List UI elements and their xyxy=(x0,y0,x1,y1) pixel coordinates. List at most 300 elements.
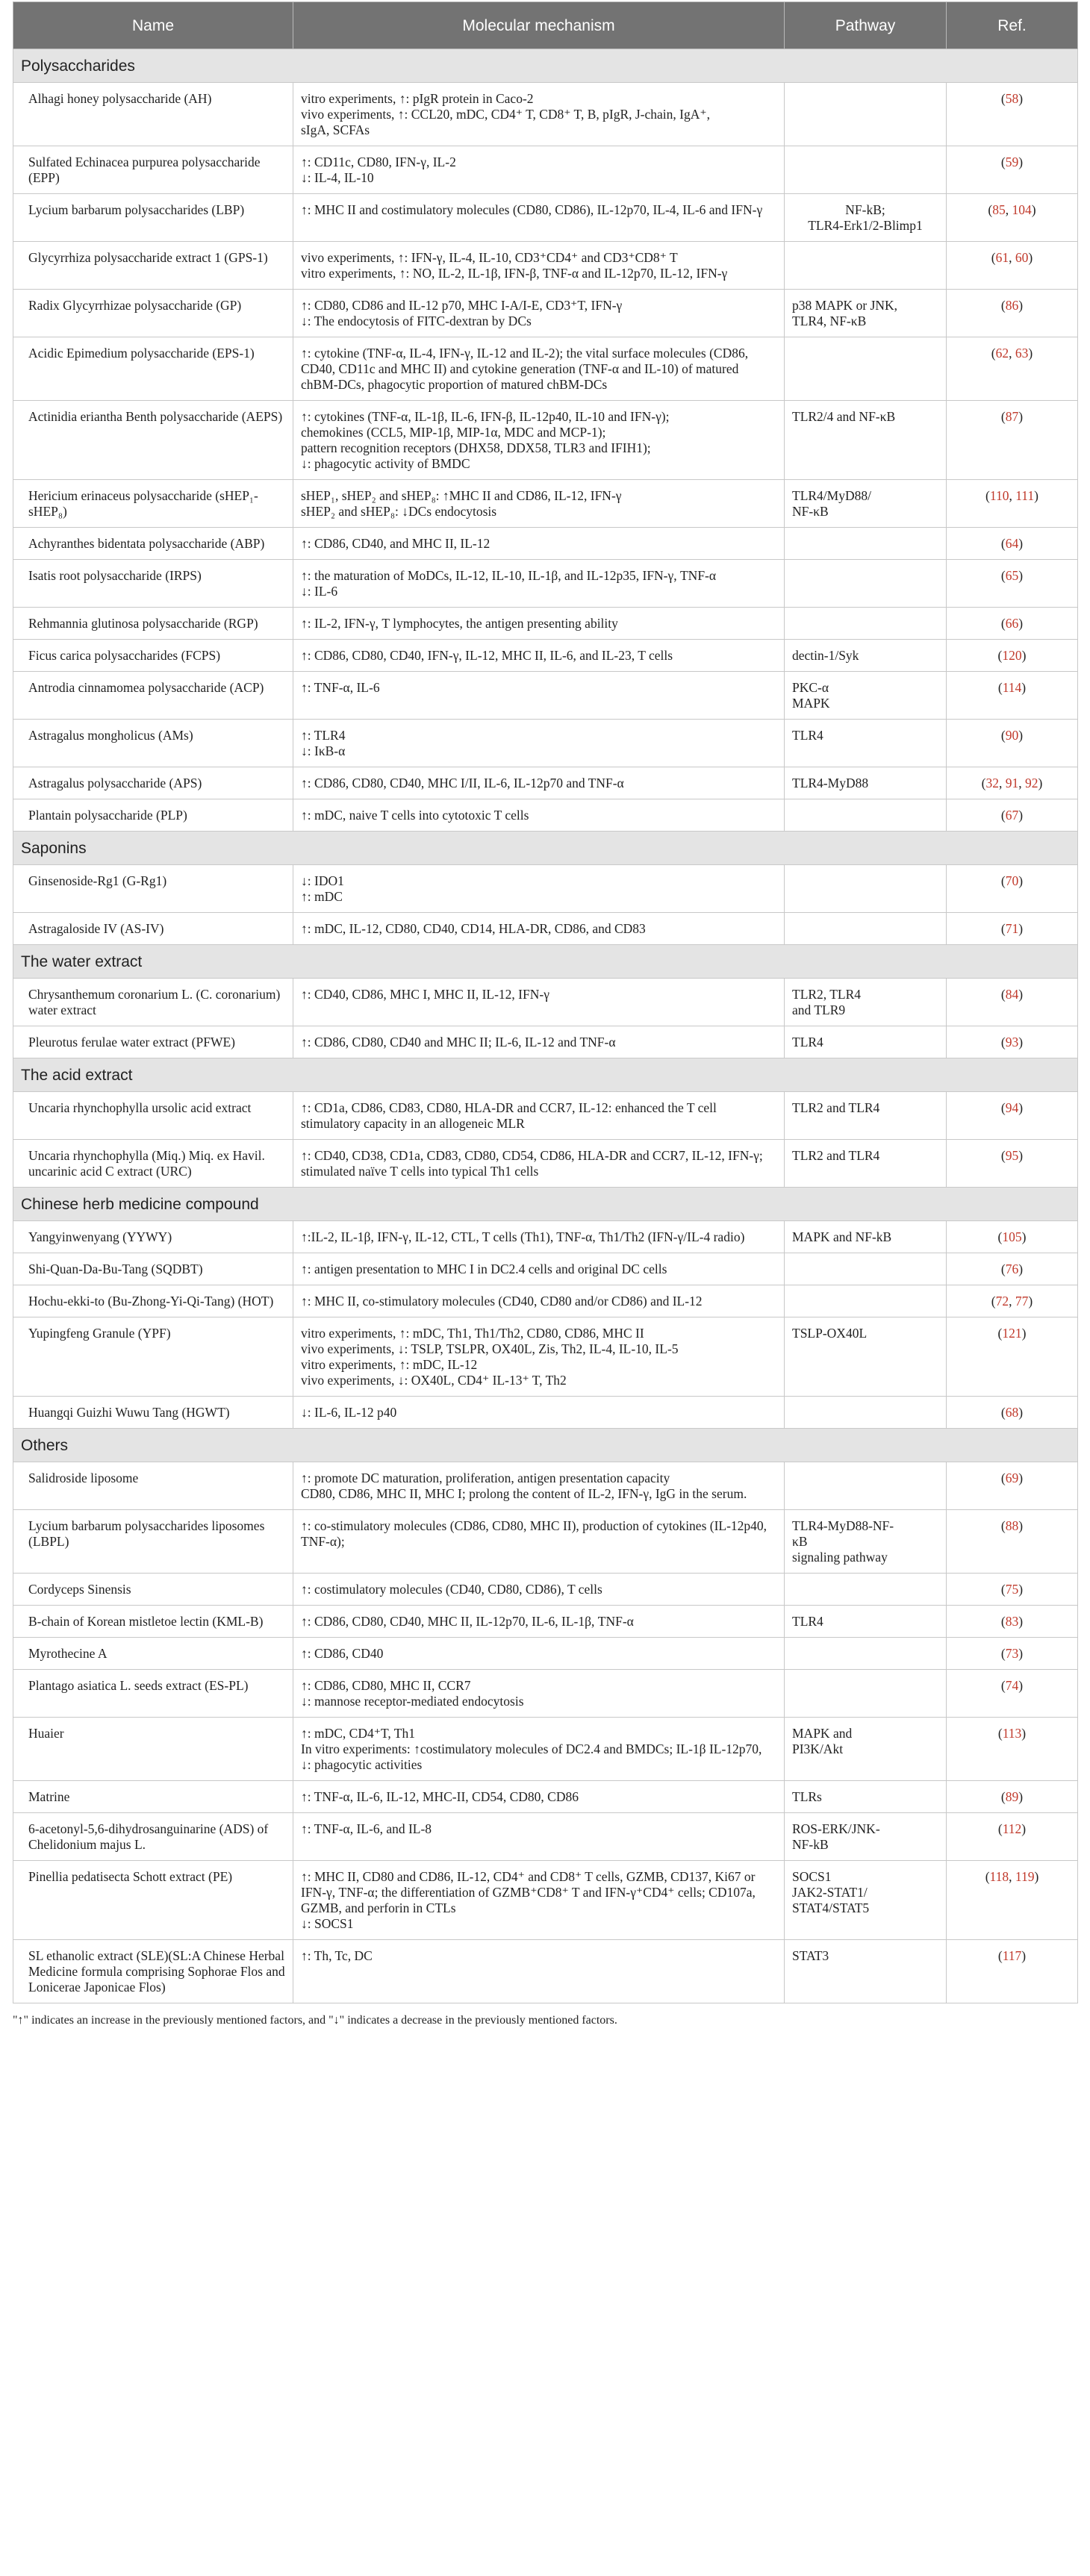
reference-cell: (85, 104) xyxy=(947,194,1078,242)
reference-cell: (95) xyxy=(947,1140,1078,1188)
mechanism-line: ↑: TNF-α, IL-6 xyxy=(301,680,380,695)
pathway-line: p38 MAPK or JNK, xyxy=(792,298,897,313)
mechanism-line: ↑:IL-2, IL-1β, IFN-γ, IL-12, CTL, T cells (Th1), TNF-α, Th1/Th2 (IFN-γ/IL-4 radio) xyxy=(301,1229,745,1244)
pathway-cell xyxy=(785,146,947,194)
mechanism-cell xyxy=(293,1940,785,2003)
reference-link[interactable]: 77 xyxy=(1015,1294,1029,1309)
table-row xyxy=(13,1221,1078,1253)
mechanism-line: ↑: the maturation of MoDCs, IL-12, IL-10, IL-1β, and IL-12p35, IFN-γ, TNF-α xyxy=(301,568,717,583)
table-row xyxy=(13,1285,1078,1317)
pathway-cell xyxy=(785,1813,947,1861)
pathway-cell xyxy=(785,1140,947,1188)
table-row xyxy=(13,146,1078,194)
reference-link[interactable]: 59 xyxy=(1005,155,1019,169)
reference-link[interactable]: 64 xyxy=(1005,536,1019,551)
mechanism-line: ↑: CD86, CD80, MHC II, CCR7 xyxy=(301,1678,471,1693)
reference-cell: (110, 111) xyxy=(947,480,1078,528)
pathway-cell xyxy=(785,1574,947,1606)
reference-link[interactable]: 75 xyxy=(1005,1582,1019,1597)
mechanism-cell xyxy=(293,1813,785,1861)
table-header xyxy=(13,2,1078,49)
compound-name: Astragaloside IV (AS-IV) xyxy=(13,913,293,945)
mechanism-line: ↑: mDC, CD4⁺T, Th1 xyxy=(301,1726,415,1741)
header-name: Name xyxy=(13,2,293,49)
reference-cell: (69) xyxy=(947,1462,1078,1510)
mechanism-line: ↑: TNF-α, IL-6, and IL-8 xyxy=(301,1821,432,1836)
pathway-cell xyxy=(785,640,947,672)
mechanism-line: sIgA, SCFAs xyxy=(301,122,370,137)
pathway-line: TLR2, TLR4 xyxy=(792,987,862,1002)
reference-link[interactable]: 87 xyxy=(1005,409,1019,424)
mechanism-line: ↑: TNF-α, IL-6, IL-12, MHC-II, CD54, CD80, CD86 xyxy=(301,1789,579,1804)
reference-link[interactable]: 62 xyxy=(995,346,1009,361)
reference-link[interactable]: 113 xyxy=(1002,1726,1022,1741)
compound-name: 6-acetonyl-5,6-dihydrosanguinarine (ADS) of Chelidonium majus L. xyxy=(13,1813,293,1861)
pathway-cell xyxy=(785,194,947,242)
mechanism-line: ↓: The endocytosis of FITC-dextran by DCs xyxy=(301,314,532,328)
mechanism-line: ↑: IL-2, IFN-γ, T lymphocytes, the antigen presenting ability xyxy=(301,616,618,631)
mechanism-line: ↑: promote DC maturation, proliferation, antigen presentation capacity xyxy=(301,1471,670,1485)
pathway-cell xyxy=(785,290,947,337)
compound-name: Rehmannia glutinosa polysaccharide (RGP) xyxy=(13,608,293,640)
pathway-cell xyxy=(785,1317,947,1397)
pathway-cell xyxy=(785,560,947,608)
table-row xyxy=(13,1026,1078,1058)
pathway-line: TLR4 xyxy=(792,1035,823,1050)
reference-cell: (120) xyxy=(947,640,1078,672)
mechanism-cell xyxy=(293,1253,785,1285)
compound-name: SL ethanolic extract (SLE)(SL:A Chinese Herbal Medicine formula comprising Sophorae Flos and Lonicerae Japonicae Flos) xyxy=(13,1940,293,2003)
mechanism-line: pattern recognition receptors (DHX58, DDX58, TLR3 and IFIH1); xyxy=(301,440,651,455)
compound-name: Antrodia cinnamomea polysaccharide (ACP) xyxy=(13,672,293,720)
pathway-cell xyxy=(785,1781,947,1813)
mechanism-line: ↑: CD86, CD40, and MHC II, IL-12 xyxy=(301,536,490,551)
pathway-line: κB xyxy=(792,1534,808,1549)
table-row xyxy=(13,1253,1078,1285)
pathway-line: MAPK xyxy=(792,696,830,711)
reference-cell: (61, 60) xyxy=(947,242,1078,290)
table-row xyxy=(13,401,1078,480)
reference-cell: (65) xyxy=(947,560,1078,608)
table-row xyxy=(13,480,1078,528)
mechanism-cell xyxy=(293,1670,785,1718)
pathway-line: PKC-α xyxy=(792,680,829,695)
mechanism-line: vitro experiments, ↑: NO, IL-2, IL-1β, IFN-β, TNF-α and IL-12p70, IL-12, IFN-γ xyxy=(301,266,728,281)
mechanism-line: ↑: CD86, CD80, CD40, MHC I/II, IL-6, IL-12p70 and TNF-α xyxy=(301,776,624,790)
reference-link[interactable]: 72 xyxy=(995,1294,1009,1309)
section-row xyxy=(13,945,1078,979)
compound-name: Uncaria rhynchophylla (Miq.) Miq. ex Havil. uncarinic acid C extract (URC) xyxy=(13,1140,293,1188)
mechanism-cell xyxy=(293,1781,785,1813)
pathway-line: SOCS1 xyxy=(792,1869,832,1884)
pathway-cell xyxy=(785,1285,947,1317)
compound-name: Lycium barbarum polysaccharides liposomes (LBPL) xyxy=(13,1510,293,1574)
table-row xyxy=(13,1397,1078,1429)
mechanism-line: vitro experiments, ↑: pIgR protein in Caco-2 xyxy=(301,91,534,106)
mechanism-cell xyxy=(293,1574,785,1606)
reference-cell: (66) xyxy=(947,608,1078,640)
table-row xyxy=(13,1606,1078,1638)
table-row xyxy=(13,528,1078,560)
reference-cell: (62, 63) xyxy=(947,337,1078,401)
mechanism-line: ↑: antigen presentation to MHC I in DC2.4 cells and original DC cells xyxy=(301,1262,667,1276)
reference-cell: (121) xyxy=(947,1317,1078,1397)
reference-link[interactable]: 121 xyxy=(1002,1326,1022,1341)
mechanism-line: ↑: costimulatory molecules (CD40, CD80, CD86), T cells xyxy=(301,1582,602,1597)
section-title: Chinese herb medicine compound xyxy=(13,1188,1078,1221)
compound-name: Ginsenoside-Rg1 (G-Rg1) xyxy=(13,865,293,913)
reference-link[interactable]: 86 xyxy=(1005,298,1019,313)
reference-cell: (75) xyxy=(947,1574,1078,1606)
compound-name: Radix Glycyrrhizae polysaccharide (GP) xyxy=(13,290,293,337)
pathway-line: MAPK and xyxy=(792,1726,853,1741)
mechanism-cell xyxy=(293,913,785,945)
mechanism-line: ↑: CD40, CD38, CD1a, CD83, CD80, CD54, CD86, HLA-DR and CCR7, IL-12, IFN-γ; stimulated naïve T cells into typical Th1 cells xyxy=(301,1148,763,1179)
compound-name: Salidroside liposome xyxy=(13,1462,293,1510)
section-title: Others xyxy=(13,1429,1078,1462)
mechanism-cell xyxy=(293,1718,785,1781)
mechanism-line: ↑: CD86, CD80, CD40 and MHC II; IL-6, IL-12 and TNF-α xyxy=(301,1035,616,1050)
pathway-cell xyxy=(785,979,947,1026)
section-row xyxy=(13,1058,1078,1092)
pathway-cell xyxy=(785,337,947,401)
reference-link[interactable]: 117 xyxy=(1002,1948,1022,1963)
pathway-cell xyxy=(785,242,947,290)
section-title: Polysaccharides xyxy=(13,49,1078,83)
mechanism-cell xyxy=(293,1861,785,1940)
pathway-cell xyxy=(785,1092,947,1140)
table-row xyxy=(13,1940,1078,2003)
compound-name: Plantago asiatica L. seeds extract (ES-PL) xyxy=(13,1670,293,1718)
reference-link[interactable]: 110 xyxy=(989,488,1009,503)
mechanism-cell xyxy=(293,720,785,767)
section-row xyxy=(13,1188,1078,1221)
mechanism-line: chemokines (CCL5, MIP-1β, MIP-1α, MDC and MCP-1); xyxy=(301,425,606,440)
table-row xyxy=(13,1861,1078,1940)
compound-name: Alhagi honey polysaccharide (AH) xyxy=(13,83,293,146)
compound-name: Chrysanthemum coronarium L. (C. coronarium) water extract xyxy=(13,979,293,1026)
reference-link[interactable]: 89 xyxy=(1005,1789,1019,1804)
pathway-cell xyxy=(785,1253,947,1285)
pathway-line: NF-kB; xyxy=(845,202,885,217)
table-row xyxy=(13,1574,1078,1606)
mechanism-line: ↑: mDC xyxy=(301,889,343,904)
compound-name: Plantain polysaccharide (PLP) xyxy=(13,799,293,832)
pathway-line: NF-κB xyxy=(792,504,829,519)
table-row xyxy=(13,672,1078,720)
reference-cell: (94) xyxy=(947,1092,1078,1140)
reference-link[interactable]: 114 xyxy=(1002,680,1022,695)
table-row xyxy=(13,1670,1078,1718)
pathway-line: PI3K/Akt xyxy=(792,1741,844,1756)
mechanism-line: vivo experiments, ↓: TSLP, TSLPR, OX40L, Zis, Th2, IL-4, IL-10, IL-5 xyxy=(301,1341,679,1356)
compound-name: Pinellia pedatisecta Schott extract (PE) xyxy=(13,1861,293,1940)
pathway-cell xyxy=(785,1638,947,1670)
mechanism-cell xyxy=(293,608,785,640)
pathway-cell xyxy=(785,1397,947,1429)
table-row xyxy=(13,720,1078,767)
reference-link[interactable]: 58 xyxy=(1005,91,1019,106)
mechanism-line: sHEP₁, sHEP₂ and sHEP₈: ↑MHC II and CD86, IL-12, IFN-γ xyxy=(301,488,622,503)
reference-cell: (76) xyxy=(947,1253,1078,1285)
table-row xyxy=(13,1781,1078,1813)
table-row xyxy=(13,1462,1078,1510)
mechanism-cell xyxy=(293,767,785,799)
compound-name: Huaier xyxy=(13,1718,293,1781)
mechanism-cell xyxy=(293,560,785,608)
pathway-line: TLR4, NF-κB xyxy=(792,314,867,328)
compound-name: Astragalus mongholicus (AMs) xyxy=(13,720,293,767)
reference-link[interactable]: 93 xyxy=(1005,1035,1019,1050)
reference-link[interactable]: 74 xyxy=(1005,1678,1019,1693)
pathway-cell xyxy=(785,1861,947,1940)
compound-name: Actinidia eriantha Benth polysaccharide (AEPS) xyxy=(13,401,293,480)
compound-name: Huangqi Guizhi Wuwu Tang (HGWT) xyxy=(13,1397,293,1429)
table-body xyxy=(13,49,1078,2003)
header-mechanism: Molecular mechanism xyxy=(293,2,785,49)
reference-link[interactable]: 111 xyxy=(1015,488,1035,503)
mechanism-cell xyxy=(293,401,785,480)
document xyxy=(13,1,1077,2027)
mechanism-line: ↑: MHC II, co-stimulatory molecules (CD40, CD80 and/or CD86) and IL-12 xyxy=(301,1294,703,1309)
reference-link[interactable]: 90 xyxy=(1005,728,1019,743)
mechanism-cell xyxy=(293,799,785,832)
mechanism-cell xyxy=(293,672,785,720)
reference-cell: (70) xyxy=(947,865,1078,913)
reference-cell: (58) xyxy=(947,83,1078,146)
pathway-cell xyxy=(785,767,947,799)
compound-name: Achyranthes bidentata polysaccharide (ABP) xyxy=(13,528,293,560)
mechanism-line: ↑: TLR4 xyxy=(301,728,346,743)
pathway-cell xyxy=(785,1221,947,1253)
pathway-line: MAPK and NF-kB xyxy=(792,1229,892,1244)
pathway-line: TLR4 xyxy=(792,1614,823,1629)
reference-link[interactable]: 73 xyxy=(1005,1646,1019,1661)
reference-link[interactable]: 69 xyxy=(1005,1471,1019,1485)
mechanism-cell xyxy=(293,146,785,194)
reference-link[interactable]: 112 xyxy=(1002,1821,1022,1836)
pathway-line: TLR4 xyxy=(792,728,823,743)
reference-cell: (64) xyxy=(947,528,1078,560)
header-ref: Ref. xyxy=(947,2,1078,49)
compound-name: Matrine xyxy=(13,1781,293,1813)
pathway-line: JAK2-STAT1/ xyxy=(792,1885,868,1900)
compound-name: Ficus carica polysaccharides (FCPS) xyxy=(13,640,293,672)
reference-link[interactable]: 76 xyxy=(1005,1262,1019,1276)
reference-cell: (88) xyxy=(947,1510,1078,1574)
mechanism-line: ↑: CD86, CD80, CD40, MHC II, IL-12p70, IL-6, IL-1β, TNF-α xyxy=(301,1614,634,1629)
mechanism-line: ↓: IDO1 xyxy=(301,873,344,888)
pathway-cell xyxy=(785,608,947,640)
mechanism-line: ↑: CD80, CD86 and IL-12 p70, MHC I-A/I-E, CD3⁺T, IFN-γ xyxy=(301,298,623,313)
pathway-cell xyxy=(785,83,947,146)
pathway-cell xyxy=(785,720,947,767)
reference-link[interactable]: 95 xyxy=(1005,1148,1019,1163)
table-row xyxy=(13,290,1078,337)
mechanism-line: ↓: phagocytic activities xyxy=(301,1757,423,1772)
reference-cell: (113) xyxy=(947,1718,1078,1781)
mechanism-cell xyxy=(293,1317,785,1397)
mechanism-table xyxy=(13,1,1078,2003)
pathway-line: TLR4/MyD88/ xyxy=(792,488,871,503)
table-row xyxy=(13,83,1078,146)
compound-name: B-chain of Korean mistletoe lectin (KML-B) xyxy=(13,1606,293,1638)
pathway-line: TLRs xyxy=(792,1789,822,1804)
reference-cell: (74) xyxy=(947,1670,1078,1718)
mechanism-cell xyxy=(293,1026,785,1058)
mechanism-line: CD80, CD86, MHC II, MHC I; prolong the content of IL-2, IFN-γ, IgG in the serum. xyxy=(301,1486,747,1501)
mechanism-line: vivo experiments, ↑: CCL20, mDC, CD4⁺ T, CD8⁺ T, B, pIgR, J-chain, IgA⁺, xyxy=(301,107,710,122)
compound-name: Uncaria rhynchophylla ursolic acid extract xyxy=(13,1092,293,1140)
pathway-line: TLR2 and TLR4 xyxy=(792,1148,880,1163)
reference-cell: (117) xyxy=(947,1940,1078,2003)
reference-link[interactable]: 70 xyxy=(1005,873,1019,888)
pathway-line: and TLR9 xyxy=(792,1002,846,1017)
reference-cell: (114) xyxy=(947,672,1078,720)
table-row xyxy=(13,1638,1078,1670)
reference-cell: (73) xyxy=(947,1638,1078,1670)
pathway-cell xyxy=(785,865,947,913)
reference-link[interactable]: 68 xyxy=(1005,1405,1019,1420)
table-row xyxy=(13,560,1078,608)
compound-name: Shi-Quan-Da-Bu-Tang (SQDBT) xyxy=(13,1253,293,1285)
reference-link[interactable]: 118 xyxy=(989,1869,1009,1884)
reference-cell: (105) xyxy=(947,1221,1078,1253)
reference-link[interactable]: 119 xyxy=(1015,1869,1035,1884)
table-row xyxy=(13,337,1078,401)
pathway-cell xyxy=(785,799,947,832)
mechanism-cell xyxy=(293,480,785,528)
table-row xyxy=(13,1092,1078,1140)
reference-cell: (72, 77) xyxy=(947,1285,1078,1317)
reference-link[interactable]: 61 xyxy=(995,250,1009,265)
reference-link[interactable]: 66 xyxy=(1005,616,1019,631)
reference-cell: (112) xyxy=(947,1813,1078,1861)
reference-cell: (90) xyxy=(947,720,1078,767)
section-title: Saponins xyxy=(13,832,1078,865)
pathway-cell xyxy=(785,480,947,528)
mechanism-cell xyxy=(293,528,785,560)
mechanism-line: ↑: mDC, IL-12, CD80, CD40, CD14, HLA-DR, CD86, and CD83 xyxy=(301,921,646,936)
mechanism-line: ↑: CD86, CD40 xyxy=(301,1646,384,1661)
reference-link[interactable]: 120 xyxy=(1002,648,1022,663)
compound-name: Cordyceps Sinensis xyxy=(13,1574,293,1606)
reference-cell: (118, 119) xyxy=(947,1861,1078,1940)
pathway-line: TLR4-MyD88-NF- xyxy=(792,1518,894,1533)
mechanism-line: In vitro experiments: ↑costimulatory molecules of DC2.4 and BMDCs; IL-1β IL-12p70, xyxy=(301,1741,762,1756)
table-row xyxy=(13,799,1078,832)
pathway-line: STAT4/STAT5 xyxy=(792,1900,870,1915)
reference-link[interactable]: 88 xyxy=(1005,1518,1019,1533)
compound-name: Isatis root polysaccharide (IRPS) xyxy=(13,560,293,608)
mechanism-line: ↓: IL-6 xyxy=(301,584,338,599)
mechanism-line: vitro experiments, ↑: mDC, IL-12 xyxy=(301,1357,478,1372)
reference-cell: (67) xyxy=(947,799,1078,832)
table-row xyxy=(13,865,1078,913)
reference-cell: (87) xyxy=(947,401,1078,480)
mechanism-line: ↓: IκB-α xyxy=(301,743,346,758)
reference-link[interactable]: 104 xyxy=(1012,202,1032,217)
mechanism-line: ↓: IL-4, IL-10 xyxy=(301,170,374,185)
reference-link[interactable]: 91 xyxy=(1005,776,1019,790)
compound-name: Pleurotus ferulae water extract (PFWE) xyxy=(13,1026,293,1058)
reference-link[interactable]: 94 xyxy=(1005,1100,1019,1115)
reference-cell: (68) xyxy=(947,1397,1078,1429)
pathway-line: ROS-ERK/JNK- xyxy=(792,1821,880,1836)
compound-name: Glycyrrhiza polysaccharide extract 1 (GPS-1) xyxy=(13,242,293,290)
compound-name: Hericium erinaceus polysaccharide (sHEP₁-sHEP₈) xyxy=(13,480,293,528)
reference-link[interactable]: 105 xyxy=(1002,1229,1022,1244)
table-row xyxy=(13,608,1078,640)
reference-link[interactable]: 63 xyxy=(1015,346,1029,361)
compound-name: Astragalus polysaccharide (APS) xyxy=(13,767,293,799)
reference-link[interactable]: 84 xyxy=(1005,987,1019,1002)
pathway-line: dectin-1/Syk xyxy=(792,648,859,663)
reference-link[interactable]: 67 xyxy=(1005,808,1019,823)
pathway-cell xyxy=(785,1510,947,1574)
mechanism-cell xyxy=(293,1638,785,1670)
reference-cell: (71) xyxy=(947,913,1078,945)
table-row xyxy=(13,1718,1078,1781)
mechanism-cell xyxy=(293,83,785,146)
reference-link[interactable]: 71 xyxy=(1005,921,1019,936)
table-row xyxy=(13,1813,1078,1861)
mechanism-line: ↓: mannose receptor-mediated endocytosis xyxy=(301,1694,524,1709)
mechanism-cell xyxy=(293,1510,785,1574)
mechanism-cell xyxy=(293,1285,785,1317)
reference-link[interactable]: 65 xyxy=(1005,568,1019,583)
pathway-line: TLR4-Erk1/2-Blimp1 xyxy=(808,218,923,233)
compound-name: Yangyinwenyang (YYWY) xyxy=(13,1221,293,1253)
mechanism-cell xyxy=(293,640,785,672)
pathway-cell xyxy=(785,1718,947,1781)
mechanism-line: ↑: MHC II, CD80 and CD86, IL-12, CD4⁺ and CD8⁺ T cells, GZMB, CD137, Ki67 or IFN-γ, TNF-α; the differentiation of GZMB⁺CD8⁺ T and IFN-γ⁺CD4⁺ cells; CD107a, GZMB, and perforin in CTLs xyxy=(301,1869,756,1915)
mechanism-line: vivo experiments, ↓: OX40L, CD4⁺ IL-13⁺ T, Th2 xyxy=(301,1373,567,1388)
mechanism-line: vitro experiments, ↑: mDC, Th1, Th1/Th2, CD80, CD86, MHC II xyxy=(301,1326,644,1341)
section-title: The acid extract xyxy=(13,1058,1078,1092)
header-pathway: Pathway xyxy=(785,2,947,49)
table-row xyxy=(13,1317,1078,1397)
mechanism-cell xyxy=(293,242,785,290)
reference-link[interactable]: 60 xyxy=(1015,250,1029,265)
mechanism-line: ↑: co-stimulatory molecules (CD86, CD80, MHC II), production of cytokines (IL-12p40, TNF-α); xyxy=(301,1518,767,1549)
compound-name: Acidic Epimedium polysaccharide (EPS-1) xyxy=(13,337,293,401)
compound-name: Myrothecine A xyxy=(13,1638,293,1670)
compound-name: Hochu-ekki-to (Bu-Zhong-Yi-Qi-Tang) (HOT) xyxy=(13,1285,293,1317)
mechanism-line: ↓: IL-6, IL-12 p40 xyxy=(301,1405,397,1420)
section-title: The water extract xyxy=(13,945,1078,979)
reference-cell: (84) xyxy=(947,979,1078,1026)
reference-link[interactable]: 83 xyxy=(1005,1614,1019,1629)
mechanism-cell xyxy=(293,1397,785,1429)
mechanism-line: ↑: mDC, naive T cells into cytotoxic T cells xyxy=(301,808,529,823)
footnote: "↑" indicates an increase in the previously mentioned factors, and "↓" indicates a decrease in the previously mentioned factors. xyxy=(13,2014,617,2027)
reference-cell: (93) xyxy=(947,1026,1078,1058)
mechanism-cell xyxy=(293,979,785,1026)
reference-link[interactable]: 92 xyxy=(1025,776,1038,790)
reference-link[interactable]: 32 xyxy=(985,776,999,790)
pathway-line: signaling pathway xyxy=(792,1550,888,1565)
mechanism-line: ↑: CD40, CD86, MHC I, MHC II, IL-12, IFN-γ xyxy=(301,987,549,1002)
pathway-line: TSLP-OX40L xyxy=(792,1326,868,1341)
reference-cell: (59) xyxy=(947,146,1078,194)
mechanism-line: ↓: SOCS1 xyxy=(301,1916,354,1931)
pathway-cell xyxy=(785,913,947,945)
mechanism-cell xyxy=(293,194,785,242)
reference-link[interactable]: 85 xyxy=(992,202,1006,217)
table-row xyxy=(13,1510,1078,1574)
pathway-line: TLR4-MyD88 xyxy=(792,776,869,790)
